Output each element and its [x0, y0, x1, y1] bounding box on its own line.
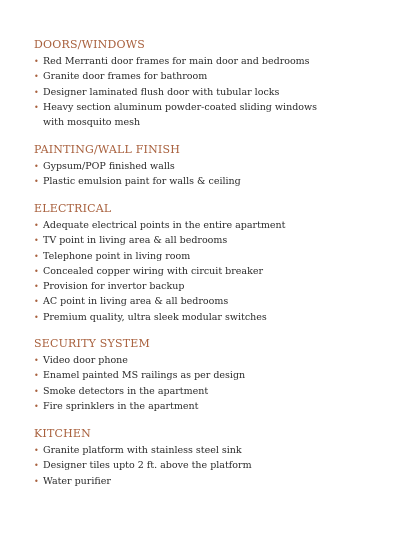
list-item: • Concealed copper wiring with circuit breaker [34, 264, 384, 279]
list-item: • Designer tiles upto 2 ft. above the platform [34, 458, 384, 473]
section-heading: DOORS/WINDOWS [34, 38, 145, 51]
list-item: • Plastic emulsion paint for walls & ceiling [34, 174, 384, 189]
section-heading: PAINTING/WALL FINISH [34, 143, 180, 156]
bullet-list [34, 159, 384, 190]
section-heading: KITCHEN [34, 427, 91, 440]
list-item: • Designer laminated flush door with tubular locks [34, 85, 384, 100]
list-item: • Granite platform with stainless steel sink [34, 443, 384, 458]
list-item: • Enamel painted MS railings as per design [34, 368, 384, 383]
section-heading: ELECTRICAL [34, 202, 112, 215]
section-security-system [34, 337, 384, 414]
list-item: • AC point in living area & all bedrooms [34, 294, 384, 309]
section-electrical [34, 202, 384, 325]
list-item: • Fire sprinklers in the apartment [34, 399, 384, 414]
list-item: • Granite door frames for bathroom [34, 69, 384, 84]
section-kitchen [34, 427, 384, 489]
list-item: • Red Merranti door frames for main door and bedrooms [34, 54, 384, 69]
list-item: • Smoke detectors in the apartment [34, 384, 384, 399]
bullet-list [34, 218, 384, 325]
list-item: • Water purifier [34, 474, 384, 489]
list-item: • Adequate electrical points in the entire apartment [34, 218, 384, 233]
bullet-list [34, 54, 384, 130]
bullet-list [34, 353, 384, 414]
list-item: • Telephone point in living room [34, 249, 384, 264]
list-item: • Gypsum/POP finished walls [34, 159, 384, 174]
bullet-list [34, 443, 384, 489]
list-item: • Heavy section aluminum powder-coated sliding windows with mosquito mesh [34, 100, 323, 131]
list-item: • Provision for invertor backup [34, 279, 384, 294]
section-painting-wall-finish [34, 143, 384, 190]
section-heading: SECURITY SYSTEM [34, 337, 150, 350]
list-item: • Premium quality, ultra sleek modular switches [34, 310, 384, 325]
section-doors-windows [34, 38, 384, 130]
list-item: • TV point in living area & all bedrooms [34, 233, 384, 248]
list-item: • Video door phone [34, 353, 384, 368]
